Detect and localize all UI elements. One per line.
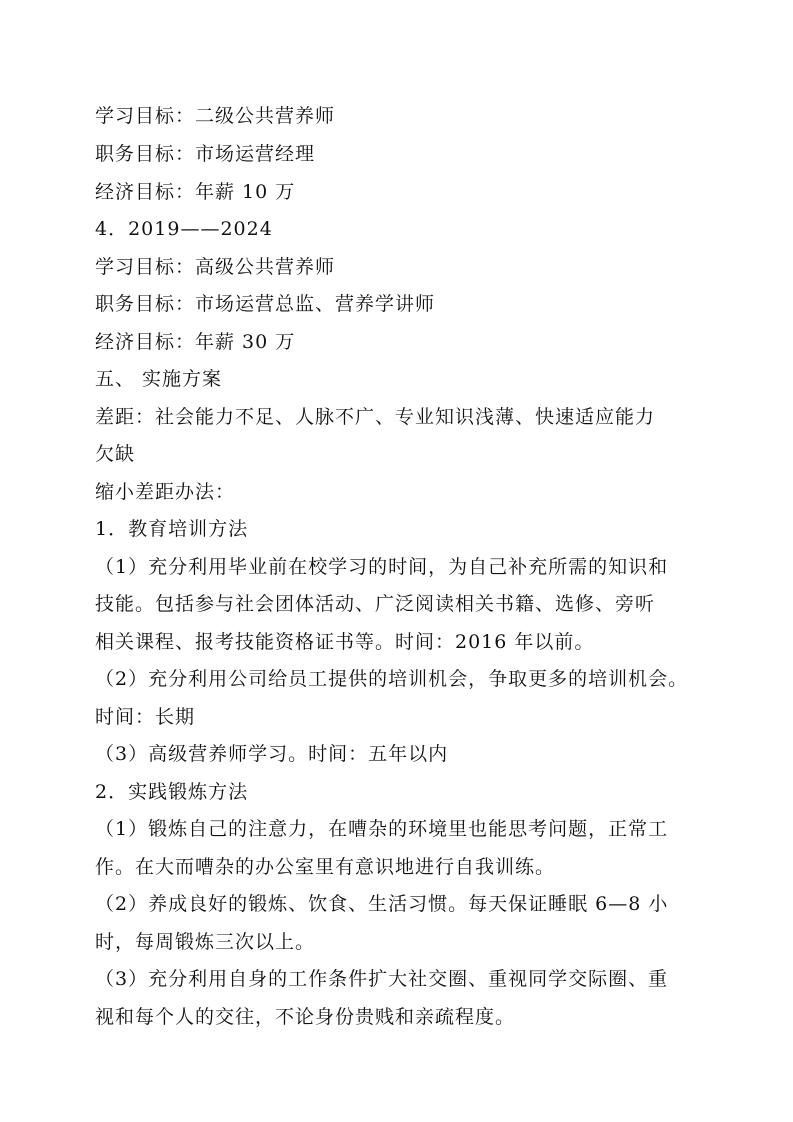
text-line: 时间：长期 <box>95 706 196 728</box>
text-line: 缩小差距办法： <box>95 481 236 503</box>
text-line: 技能。包括参与社会团体活动、广泛阅读相关书籍、选修、旁听 <box>95 593 656 615</box>
subsection-heading: 2．实践锻炼方法 <box>95 781 249 803</box>
section-heading: 五、 实施方案 <box>95 368 223 390</box>
text-line: 时，每周锻炼三次以上。 <box>95 931 316 953</box>
text-line: 学习目标：二级公共营养师 <box>95 105 336 127</box>
text-line: （1）锻炼自己的注意力，在嘈杂的环境里也能思考问题，正常工 <box>95 818 669 840</box>
text-line: 职务目标：市场运营总监、营养学讲师 <box>95 293 436 315</box>
text-line: （2）充分利用公司给员工提供的培训机会，争取更多的培训机会。 <box>95 668 689 690</box>
text-line: 欠缺 <box>95 443 136 465</box>
text-line: （1）充分利用毕业前在校学习的时间，为自己补充所需的知识和 <box>95 556 669 578</box>
text-line: 视和每个人的交往，不论身份贵贱和亲疏程度。 <box>95 1006 516 1028</box>
subsection-heading: 1．教育培训方法 <box>95 518 249 540</box>
text-line: 学习目标：高级公共营养师 <box>95 256 336 278</box>
text-line: 相关课程、报考技能资格证书等。时间：2016 年以前。 <box>95 631 595 653</box>
text-line: （3）高级营养师学习。时间：五年以内 <box>95 743 449 765</box>
text-line: 经济目标：年薪 30 万 <box>95 331 296 353</box>
text-line: 职务目标：市场运营经理 <box>95 143 316 165</box>
text-line: 经济目标：年薪 10 万 <box>95 181 296 203</box>
text-line: （2）养成良好的锻炼、饮食、生活习惯。每天保证睡眠 6—8 小 <box>95 893 669 915</box>
text-line: 作。在大而嘈杂的办公室里有意识地进行自我训练。 <box>95 856 556 878</box>
text-line: （3）充分利用自身的工作条件扩大社交圈、重视同学交际圈、重 <box>95 968 669 990</box>
text-line: 4．2019——2024 <box>95 218 273 240</box>
text-line: 差距：社会能力不足、人脉不广、专业知识浅薄、快速适应能力 <box>95 406 656 428</box>
